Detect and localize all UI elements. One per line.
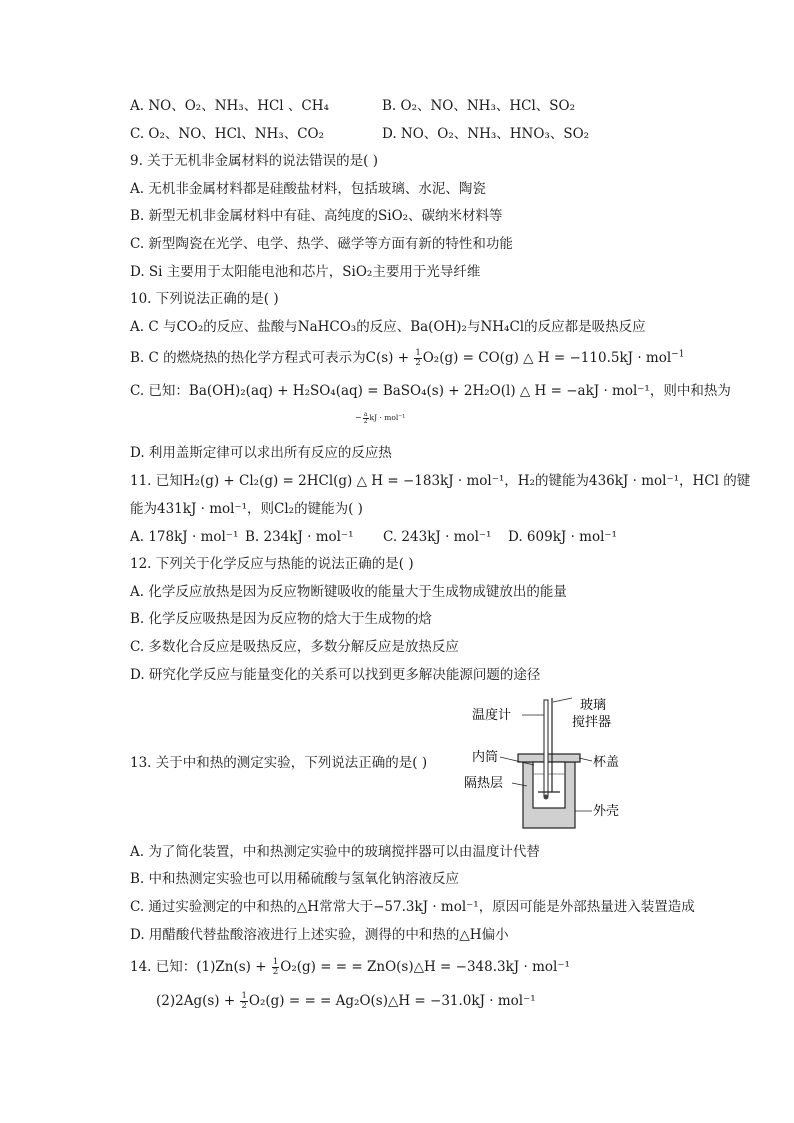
q10-stem: 10. 下列说法正确的是( ) <box>130 291 279 307</box>
q9-option-a: A. 无机非金属材料都是硅酸盐材料，包括玻璃、水泥、陶瓷 <box>130 181 486 197</box>
superscript: −1 <box>671 349 685 360</box>
q10-option-a: A. C 与CO₂的反应、盐酸与NaHCO₃的反应、Ba(OH)₂与NH₄Cl的反应都是吸热反应 <box>130 319 646 335</box>
fraction-denominator: 2 <box>415 358 421 368</box>
q14-equation-2 <box>156 992 536 1011</box>
inner-cylinder <box>533 762 565 808</box>
q10-option-d: D. 利用盖斯定律可以求出所有反应的反应热 <box>130 445 392 461</box>
q10-option-b-text-2: O₂(g) = CO(g) △ H = −110.5kJ · mol <box>422 350 672 366</box>
q13-option-a: A. 为了简化装置，中和热测定实验中的玻璃搅拌器可以由温度计代替 <box>130 844 540 860</box>
q11-stem-line2: 能为431kJ · mol⁻¹，则Cl₂的键能为( ) <box>130 501 363 517</box>
label-inner-cylinder: 内筒 <box>472 750 499 765</box>
q12-stem: 12. 下列关于化学反应与热能的说法正确的是( ) <box>130 556 414 572</box>
q14-equation-2-pre: (2)2Ag(s) + <box>156 993 240 1009</box>
q8-option-b: B. O₂、NO、NH₃、HCl、SO₂ <box>382 98 576 114</box>
unit-text: kJ · mol⁻¹ <box>369 413 406 422</box>
q14-equation-2-post: O₂(g) = = = Ag₂O(s)△H = −31.0kJ · mol⁻¹ <box>248 993 536 1009</box>
q14-equation-1 <box>130 958 570 977</box>
label-stirrer-1: 玻璃 <box>580 698 607 713</box>
fraction <box>272 958 279 977</box>
thermometer <box>544 700 548 796</box>
label-insulation: 隔热层 <box>464 776 504 791</box>
q14-equation-1-post: O₂(g) = = = ZnO(s)△H = −348.3kJ · mol⁻¹ <box>280 959 570 975</box>
q10-option-b <box>130 349 684 368</box>
q11-option-b: B. 234kJ · mol⁻¹ <box>245 529 354 545</box>
q10-option-c-answer-small <box>355 409 405 427</box>
fraction <box>414 349 421 368</box>
q13-option-c: C. 通过实验测定的中和热的△H常常大于−57.3kJ · mol⁻¹，原因可能是外部热量进入装置造成 <box>130 899 695 915</box>
fraction-numerator: a <box>363 410 368 418</box>
q10-option-b-text: B. C 的燃烧热的热化学方程式可表示为C(s) + <box>130 350 414 366</box>
q13-option-d: D. 用醋酸代替盐酸溶液进行上述实验，测得的中和热的△H偏小 <box>130 927 509 943</box>
q10-option-c: C. 已知：Ba(OH)₂(aq) + H₂SO₄(aq) = BaSO₄(s) + 2H₂O(l) △ H = −akJ · mol⁻¹，则中和热为 <box>130 383 731 399</box>
q11-option-c: C. 243kJ · mol⁻¹ <box>383 529 492 545</box>
q9-option-b: B. 新型无机非金属材料中有硅、高纯度的SiO₂、碳纳米材料等 <box>130 208 503 224</box>
q13-option-b: B. 中和热测定实验也可以用稀硫酸与氢氧化钠溶液反应 <box>130 871 460 887</box>
q13-stem: 13. 关于中和热的测定实验，下列说法正确的是( ) <box>130 755 428 771</box>
leader-lid <box>579 758 592 761</box>
fraction-small <box>363 412 369 425</box>
q11-option-d: D. 609kJ · mol⁻¹ <box>508 529 617 545</box>
q12-option-b: B. 化学反应吸热是因为反应物的焓大于生成物的焓 <box>130 611 433 627</box>
fraction-denominator: 2 <box>272 967 279 977</box>
q12-option-a: A. 化学反应放热是因为反应物断键吸收的能量大于生成物成键放出的能量 <box>130 584 567 600</box>
q8-option-d: D. NO、O₂、NH₃、HNO₃、SO₂ <box>382 126 590 142</box>
q14-equation-1-pre: 14. 已知：(1)Zn(s) + <box>130 959 271 975</box>
q8-option-c: C. O₂、NO、HCl、NH₃、CO₂ <box>130 126 325 142</box>
q9-option-d: D. Si 主要用于太阳能电池和芯片，SiO₂主要用于光导纤维 <box>130 264 481 280</box>
q12-option-d: D. 研究化学反应与能量变化的关系可以找到更多解决能源问题的途径 <box>130 667 541 683</box>
q9-option-c: C. 新型陶瓷在光学、电学、热学、磁学等方面有新的特性和功能 <box>130 236 513 252</box>
lid <box>518 754 580 762</box>
thermometer-bulb <box>544 795 549 800</box>
fraction-numerator: 1 <box>272 957 279 967</box>
minus-sign: − <box>355 413 362 422</box>
q11-option-a: A. 178kJ · mol⁻¹ <box>130 529 239 545</box>
leader-stirrer <box>553 698 572 702</box>
label-shell: 外壳 <box>593 804 620 819</box>
label-thermometer: 温度计 <box>472 708 512 723</box>
label-stirrer-2: 搅拌器 <box>572 715 612 730</box>
q12-option-c: C. 多数化合反应是吸热反应，多数分解反应是放热反应 <box>130 639 459 655</box>
fraction-denominator: 2 <box>363 417 368 425</box>
fraction-numerator: 1 <box>241 991 247 1001</box>
label-lid: 杯盖 <box>593 755 620 770</box>
q8-option-a: A. NO、O₂、NH₃、HCl 、CH₄ <box>130 98 329 114</box>
q9-stem: 9. 关于无机非金属材料的说法错误的是( ) <box>130 153 378 169</box>
fraction <box>240 992 247 1011</box>
fraction-denominator: 2 <box>241 1001 247 1011</box>
fraction-numerator: 1 <box>415 348 421 358</box>
q11-stem-line1: 11. 已知H₂(g) + Cl₂(g) = 2HCl(g) △ H = −183kJ · mol⁻¹，H₂的键能为436kJ · mol⁻¹，HCl 的键 <box>130 473 751 489</box>
calorimeter-diagram <box>460 694 640 834</box>
